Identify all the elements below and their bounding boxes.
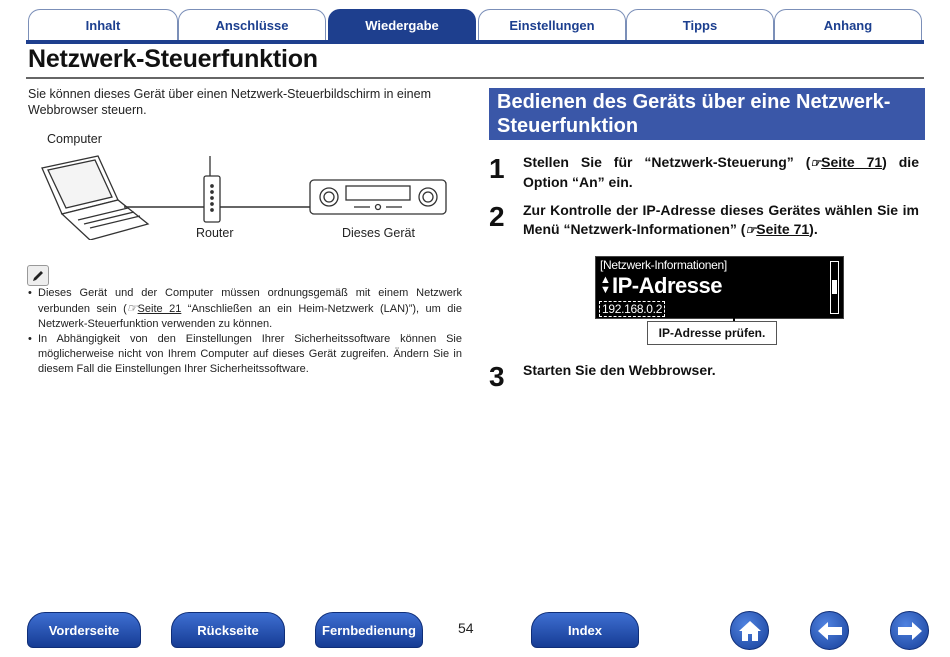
step-2-link[interactable]: Seite 71 <box>756 221 810 237</box>
tab-wiedergabe[interactable]: Wiedergabe <box>328 9 476 41</box>
vorderseite-button[interactable]: Vorderseite <box>27 612 141 648</box>
back-button[interactable] <box>810 611 849 650</box>
step-number: 2 <box>489 201 505 232</box>
step-text <box>523 201 919 240</box>
tab-rule <box>26 40 924 44</box>
step-2 <box>489 201 925 245</box>
step-1-text-a: Stellen Sie für “Netzwerk-Steuerung” ( <box>523 154 811 170</box>
step-1-text-b: ) die Option “An” ein. <box>523 154 919 190</box>
step-number: 3 <box>489 361 505 392</box>
hand-pointer-icon: ☞ <box>126 301 138 315</box>
step-1-link[interactable]: Seite 71 <box>821 154 883 170</box>
step-2-text-a: Zur Kontrolle der IP-Adresse dieses Gerätes wählen Sie im Menü “Netzwerk-Informationen” ( <box>523 202 919 237</box>
display-scrollbar <box>830 261 839 314</box>
laptop-icon <box>42 156 148 240</box>
display-line-1: [Netzwerk-Informationen] <box>600 258 727 272</box>
tab-anhang[interactable]: Anhang <box>774 9 922 41</box>
device-label: Dieses Gerät <box>342 226 415 240</box>
page-number: 54 <box>458 620 474 636</box>
tab-tipps[interactable]: Tipps <box>626 9 774 41</box>
display-line-3: 192.168.0.2 <box>599 301 665 317</box>
step-3 <box>489 361 925 391</box>
title-divider <box>26 77 924 79</box>
fernbedienung-button[interactable]: Fernbedienung <box>315 612 423 648</box>
note-2-text: In Abhängigkeit von den Einstellungen Ihrer Sicherheitssoftware können Sie möglicherweise nicht von Ihrem Computer auf dieses Gerät zugreifen. Ändern Sie in diesem Fall die Einstellungen Ihrer Sicherheitssoftware. <box>38 333 462 375</box>
rueckseite-button[interactable]: Rückseite <box>171 612 285 648</box>
tab-inhalt[interactable]: Inhalt <box>28 9 178 41</box>
tab-anschluesse[interactable]: Anschlüsse <box>178 9 326 41</box>
step-number: 1 <box>489 153 505 184</box>
note-item <box>28 332 462 377</box>
display-line-2: IP-Adresse <box>612 273 722 298</box>
note-link-seite-21[interactable]: Seite 21 <box>137 303 182 315</box>
up-down-arrows-icon: ▲ ▼ <box>600 274 611 296</box>
page-title: Netzwerk-Steuerfunktion <box>28 45 318 73</box>
note-1-text-a: Dieses Gerät und der Computer müssen ordnungsgemäß mit einem Netzwerk verbunden sein ( <box>38 287 462 315</box>
pencil-icon <box>27 265 49 286</box>
step-1 <box>489 153 925 197</box>
forward-arrow-icon <box>896 620 924 642</box>
tab-einstellungen[interactable]: Einstellungen <box>478 9 626 41</box>
step-2-text-b: ). <box>809 221 818 237</box>
back-arrow-icon <box>816 620 844 642</box>
step-text: Starten Sie den Webbrowser. <box>523 362 716 378</box>
home-button[interactable] <box>730 611 769 650</box>
router-icon <box>204 156 220 222</box>
intro-text: Sie können dieses Gerät über einen Netzwerk-Steuerbildschirm in einem Webbrowser steuern. <box>28 87 431 117</box>
section-heading: Bedienen des Geräts über eine Netzwerk-Steuerfunktion <box>489 88 925 140</box>
step-text <box>523 153 919 192</box>
note-1-text-b: “Anschließen an ein Heim-Netzwerk (LAN)”), um die Netzwerk-Steuerfunktion verwenden zu können. <box>38 303 462 330</box>
receiver-device-icon <box>310 180 446 214</box>
forward-button[interactable] <box>890 611 929 650</box>
note-item <box>28 286 462 332</box>
hand-pointer-icon: ☞ <box>745 223 757 237</box>
computer-label: Computer <box>47 132 102 146</box>
hand-pointer-icon: ☞ <box>810 156 822 170</box>
router-label: Router <box>196 226 234 240</box>
index-button[interactable]: Index <box>531 612 639 648</box>
notes-list <box>28 286 462 377</box>
callout-box: IP-Adresse prüfen. <box>647 321 777 345</box>
home-icon <box>737 619 763 643</box>
